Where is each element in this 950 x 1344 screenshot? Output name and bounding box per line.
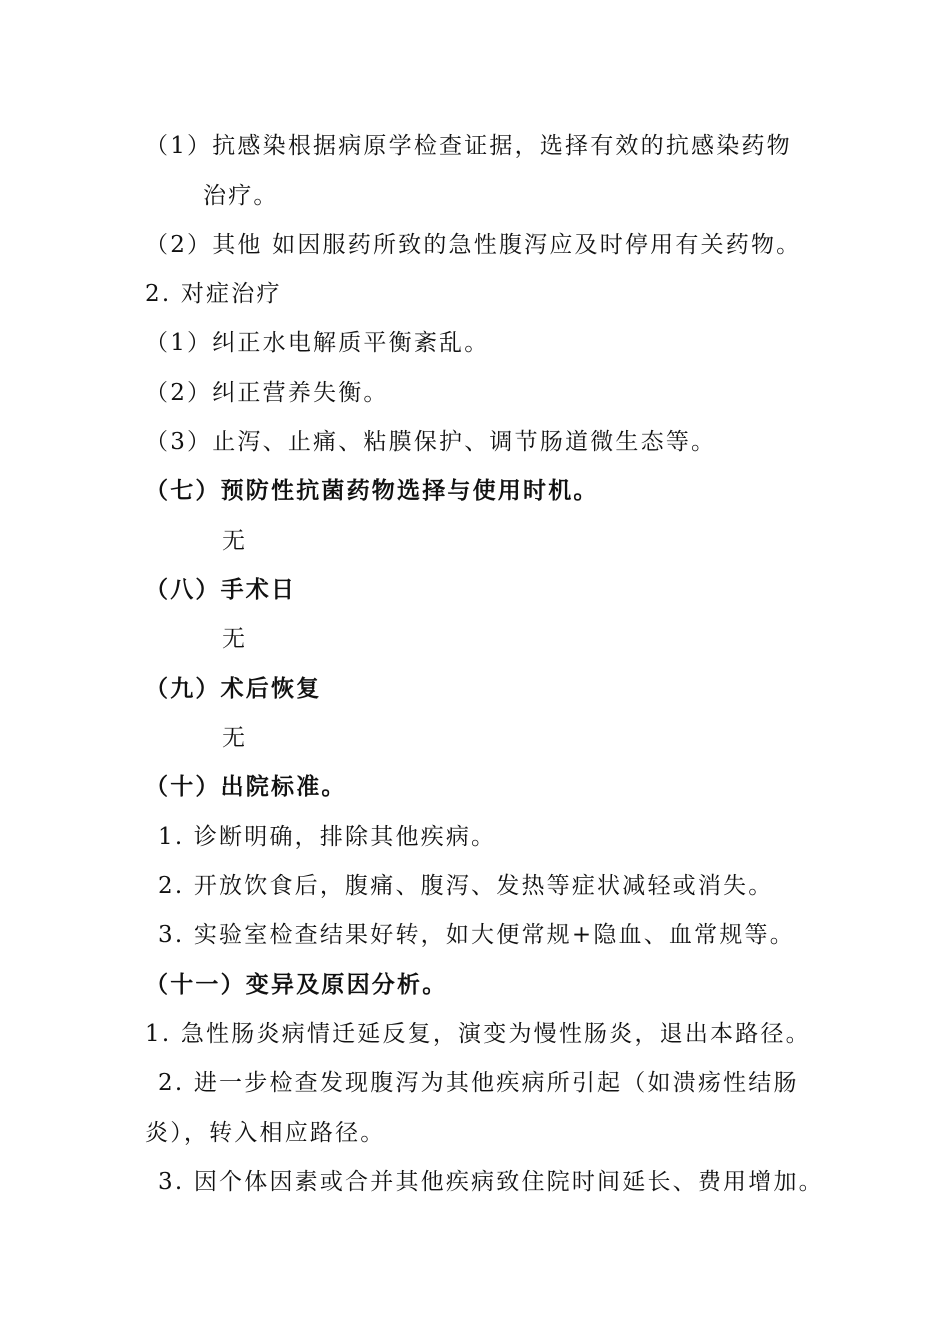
section-11-heading: （十一）变异及原因分析。 <box>145 971 448 998</box>
variation-item-2-continued: 炎），转入相应路径。 <box>145 1120 386 1146</box>
discharge-criterion-1: 1. 诊断明确，排除其他疾病。 <box>158 824 497 850</box>
variation-item-1: 1. 急性肠炎病情迁延反复，演变为慢性肠炎，退出本路径。 <box>145 1021 811 1047</box>
section-7-heading: （七）预防性抗菌药物选择与使用时机。 <box>145 477 599 504</box>
section-9-heading: （九）术后恢复 <box>145 675 322 702</box>
section-8-heading: （八）手术日 <box>145 576 297 603</box>
section-9-content: 无 <box>222 725 248 751</box>
treatment-item-other: （2）其他 如因服药所致的急性腹泻应及时停用有关药物。 <box>145 232 802 258</box>
treatment-item-anti-infection-continued: 治疗。 <box>203 183 279 209</box>
section-8-content: 无 <box>222 626 248 652</box>
discharge-criterion-2: 2. 开放饮食后，腹痛、腹泻、发热等症状减轻或消失。 <box>158 873 774 899</box>
variation-item-2: 2. 进一步检查发现腹泻为其他疾病所引起（如溃疡性结肠 <box>158 1070 799 1096</box>
treatment-item-anti-infection: （1）抗感染根据病原学检查证据，选择有效的抗感染药物 <box>145 133 792 159</box>
symptomatic-item-electrolyte: （1）纠正水电解质平衡紊乱。 <box>145 330 490 356</box>
section-10-heading: （十）出院标准。 <box>145 773 347 800</box>
section-7-content: 无 <box>222 528 248 554</box>
discharge-criterion-3: 3. 实验室检查结果好转，如大便常规+隐血、血常规等。 <box>158 922 795 948</box>
symptomatic-item-antidiarrheal: （3）止泻、止痛、粘膜保护、调节肠道微生态等。 <box>145 429 717 455</box>
symptomatic-treatment-heading: 2. 对症治疗 <box>145 281 282 307</box>
variation-item-3: 3. 因个体因素或合并其他疾病致住院时间延长、费用增加。 <box>158 1169 824 1195</box>
symptomatic-item-nutrition: （2）纠正营养失衡。 <box>145 380 389 406</box>
